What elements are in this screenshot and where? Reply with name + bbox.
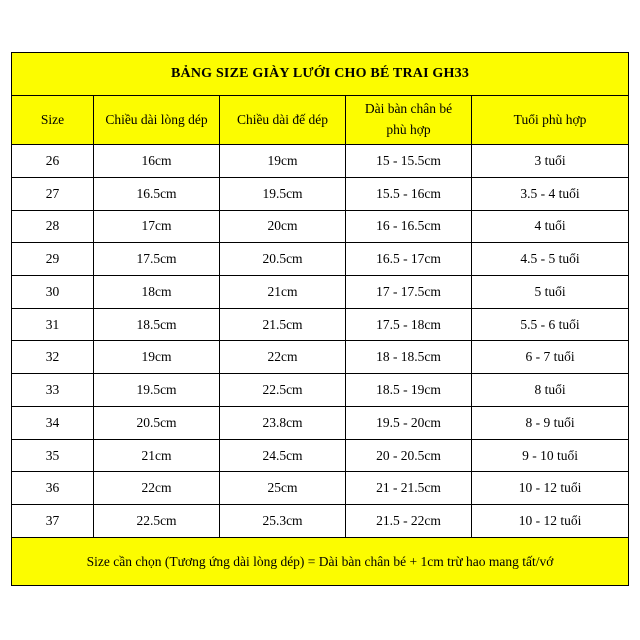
insole-length-cell: 18cm bbox=[94, 276, 220, 309]
size-cell: 34 bbox=[12, 406, 94, 439]
size-cell: 26 bbox=[12, 145, 94, 178]
header-sole-length: Chiều dài đế dép bbox=[220, 95, 346, 144]
age-cell: 8 - 9 tuổi bbox=[472, 406, 629, 439]
header-insole-length: Chiều dài lòng dép bbox=[94, 95, 220, 144]
age-cell: 10 - 12 tuổi bbox=[472, 472, 629, 505]
insole-length-cell: 17.5cm bbox=[94, 243, 220, 276]
insole-length-cell: 21cm bbox=[94, 439, 220, 472]
table-title: BẢNG SIZE GIÀY LƯỚI CHO BÉ TRAI GH33 bbox=[12, 53, 629, 96]
header-row bbox=[12, 95, 629, 144]
size-cell: 29 bbox=[12, 243, 94, 276]
age-cell: 9 - 10 tuổi bbox=[472, 439, 629, 472]
table-row bbox=[12, 145, 629, 178]
foot-length-cell: 18 - 18.5cm bbox=[346, 341, 472, 374]
foot-length-cell: 19.5 - 20cm bbox=[346, 406, 472, 439]
foot-length-cell: 16.5 - 17cm bbox=[346, 243, 472, 276]
age-cell: 3.5 - 4 tuổi bbox=[472, 177, 629, 210]
age-cell: 5 tuổi bbox=[472, 276, 629, 309]
insole-length-cell: 20.5cm bbox=[94, 406, 220, 439]
foot-length-cell: 20 - 20.5cm bbox=[346, 439, 472, 472]
sole-length-cell: 19.5cm bbox=[220, 177, 346, 210]
age-cell: 5.5 - 6 tuổi bbox=[472, 308, 629, 341]
header-size: Size bbox=[12, 95, 94, 144]
table-row bbox=[12, 374, 629, 407]
insole-length-cell: 18.5cm bbox=[94, 308, 220, 341]
size-cell: 27 bbox=[12, 177, 94, 210]
insole-length-cell: 16.5cm bbox=[94, 177, 220, 210]
age-cell: 10 - 12 tuổi bbox=[472, 505, 629, 538]
table-row bbox=[12, 210, 629, 243]
age-cell: 3 tuổi bbox=[472, 145, 629, 178]
foot-length-cell: 17.5 - 18cm bbox=[346, 308, 472, 341]
sole-length-cell: 25cm bbox=[220, 472, 346, 505]
age-cell: 4 tuổi bbox=[472, 210, 629, 243]
age-cell: 8 tuổi bbox=[472, 374, 629, 407]
size-cell: 35 bbox=[12, 439, 94, 472]
insole-length-cell: 16cm bbox=[94, 145, 220, 178]
size-cell: 28 bbox=[12, 210, 94, 243]
size-cell: 30 bbox=[12, 276, 94, 309]
table-row bbox=[12, 439, 629, 472]
sole-length-cell: 25.3cm bbox=[220, 505, 346, 538]
header-foot-length bbox=[346, 95, 472, 144]
sole-length-cell: 24.5cm bbox=[220, 439, 346, 472]
foot-length-cell: 18.5 - 19cm bbox=[346, 374, 472, 407]
sole-length-cell: 23.8cm bbox=[220, 406, 346, 439]
insole-length-cell: 19.5cm bbox=[94, 374, 220, 407]
table-row bbox=[12, 406, 629, 439]
sole-length-cell: 19cm bbox=[220, 145, 346, 178]
size-cell: 31 bbox=[12, 308, 94, 341]
insole-length-cell: 22.5cm bbox=[94, 505, 220, 538]
sole-length-cell: 21.5cm bbox=[220, 308, 346, 341]
foot-length-cell: 17 - 17.5cm bbox=[346, 276, 472, 309]
insole-length-cell: 17cm bbox=[94, 210, 220, 243]
size-cell: 32 bbox=[12, 341, 94, 374]
table-row bbox=[12, 341, 629, 374]
sole-length-cell: 22.5cm bbox=[220, 374, 346, 407]
size-chart-table bbox=[11, 52, 629, 586]
foot-length-cell: 15.5 - 16cm bbox=[346, 177, 472, 210]
sole-length-cell: 21cm bbox=[220, 276, 346, 309]
size-cell: 36 bbox=[12, 472, 94, 505]
foot-length-cell: 15 - 15.5cm bbox=[346, 145, 472, 178]
header-foot-length-label: Dài bàn chân bé phù hợp bbox=[364, 101, 453, 138]
age-cell: 6 - 7 tuổi bbox=[472, 341, 629, 374]
sole-length-cell: 20cm bbox=[220, 210, 346, 243]
size-cell: 37 bbox=[12, 505, 94, 538]
size-cell: 33 bbox=[12, 374, 94, 407]
foot-length-cell: 16 - 16.5cm bbox=[346, 210, 472, 243]
insole-length-cell: 22cm bbox=[94, 472, 220, 505]
insole-length-cell: 19cm bbox=[94, 341, 220, 374]
header-suitable-age: Tuổi phù hợp bbox=[472, 95, 629, 144]
sole-length-cell: 20.5cm bbox=[220, 243, 346, 276]
foot-length-cell: 21.5 - 22cm bbox=[346, 505, 472, 538]
table-row bbox=[12, 505, 629, 538]
foot-length-cell: 21 - 21.5cm bbox=[346, 472, 472, 505]
table-row bbox=[12, 472, 629, 505]
table-row bbox=[12, 243, 629, 276]
age-cell: 4.5 - 5 tuổi bbox=[472, 243, 629, 276]
footer-note: Size cần chọn (Tương ứng dài lòng dép) = Dài bàn chân bé + 1cm trừ hao mang tất/vớ bbox=[12, 538, 629, 586]
sole-length-cell: 22cm bbox=[220, 341, 346, 374]
table-row bbox=[12, 177, 629, 210]
table-row bbox=[12, 276, 629, 309]
table-row bbox=[12, 308, 629, 341]
